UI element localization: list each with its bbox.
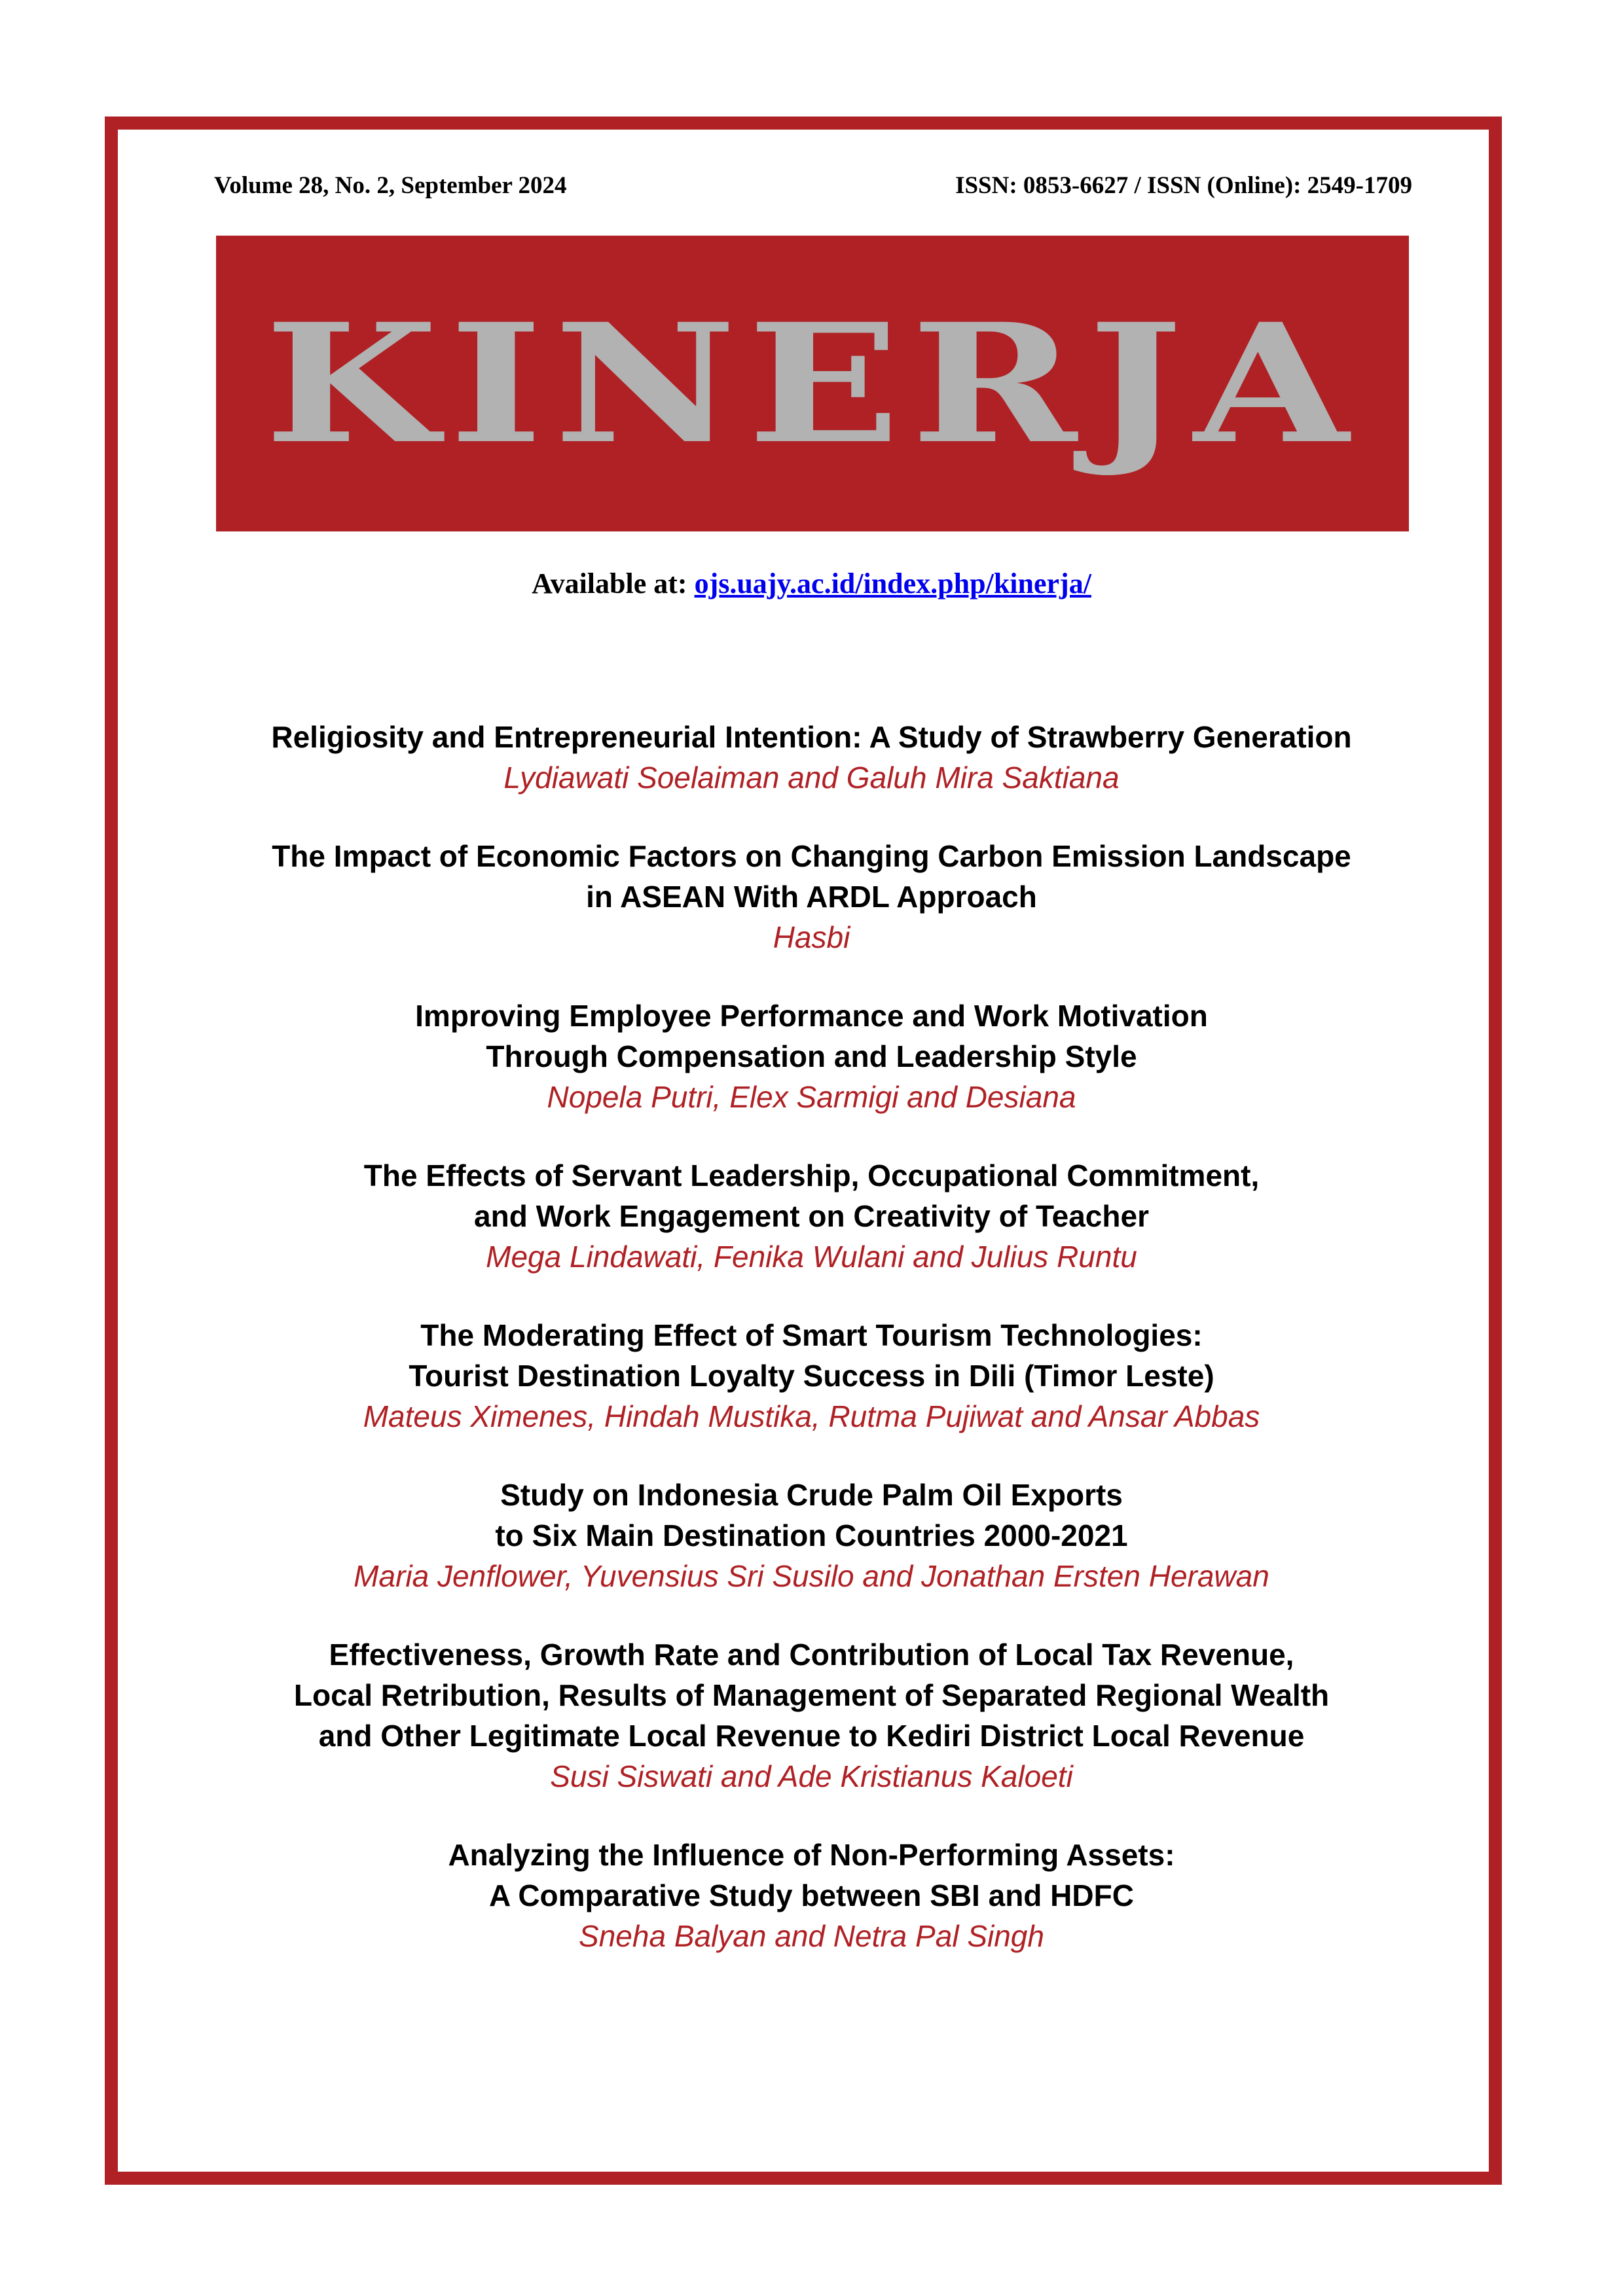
article-title-line: and Other Legitimate Local Revenue to Kediri District Local Revenue [318,1719,1305,1753]
journal-title-banner [216,236,1409,531]
volume-info: Volume 28, No. 2, September 2024 [214,172,567,199]
article-title-line: Religiosity and Entrepreneurial Intention: A Study of Strawberry Generation [271,720,1352,754]
article-title-line: The Impact of Economic Factors on Changing Carbon Emission Landscape [272,839,1351,873]
article-title-line: The Moderating Effect of Smart Tourism Technologies: [420,1318,1203,1352]
journal-url-link[interactable]: ojs.uajy.ac.id/index.php/kinerja/ [694,567,1091,600]
table-of-contents [0,717,1623,1994]
article-title-line: Improving Employee Performance and Work Motivation [415,999,1208,1033]
article-authors: Lydiawati Soelaiman and Galuh Mira Saktiana [503,761,1120,795]
article-entry [0,1475,1623,1596]
article-title-line: in ASEAN With ARDL Approach [586,880,1037,914]
available-label: Available at: [532,567,687,600]
issn-info: ISSN: 0853-6627 / ISSN (Online): 2549-1709 [955,172,1412,199]
article-authors: Nopela Putri, Elex Sarmigi and Desiana [547,1080,1076,1114]
article-entry [0,1835,1623,1956]
article-title-line: A Comparative Study between SBI and HDFC [489,1878,1134,1912]
article-title-line: and Work Engagement on Creativity of Teacher [474,1199,1149,1233]
article-entry [0,836,1623,958]
article-title-line: Local Retribution, Results of Management of Separated Regional Wealth [293,1678,1330,1712]
article-entry [0,1634,1623,1797]
article-authors: Mateus Ximenes, Hindah Mustika, Rutma Pujiwat and Ansar Abbas [363,1399,1260,1433]
article-title-line: Study on Indonesia Crude Palm Oil Exports [500,1478,1123,1512]
article-entry [0,996,1623,1117]
article-entry [0,1315,1623,1437]
article-authors: Maria Jenflower, Yuvensius Sri Susilo and Jonathan Ersten Herawan [354,1559,1269,1593]
journal-title: KINERJA [264,287,1360,480]
article-title-line: Tourist Destination Loyalty Success in Dili (Timor Leste) [409,1359,1214,1393]
article-title-line: Analyzing the Influence of Non-Performing Assets: [448,1838,1175,1872]
article-authors: Hasbi [773,920,850,954]
article-authors: Sneha Balyan and Netra Pal Singh [579,1919,1044,1953]
article-authors: Susi Siswati and Ade Kristianus Kaloeti [550,1759,1073,1793]
article-title-line: Through Compensation and Leadership Style [486,1039,1137,1073]
article-title-line: to Six Main Destination Countries 2000-2021 [495,1518,1128,1552]
article-entry [0,1155,1623,1277]
article-authors: Mega Lindawati, Fenika Wulani and Julius Runtu [486,1240,1137,1274]
availability-line [0,567,1623,600]
article-title-line: Effectiveness, Growth Rate and Contribution of Local Tax Revenue, [329,1638,1294,1672]
article-entry [0,717,1623,798]
article-title-line: The Effects of Servant Leadership, Occupational Commitment, [363,1158,1260,1193]
